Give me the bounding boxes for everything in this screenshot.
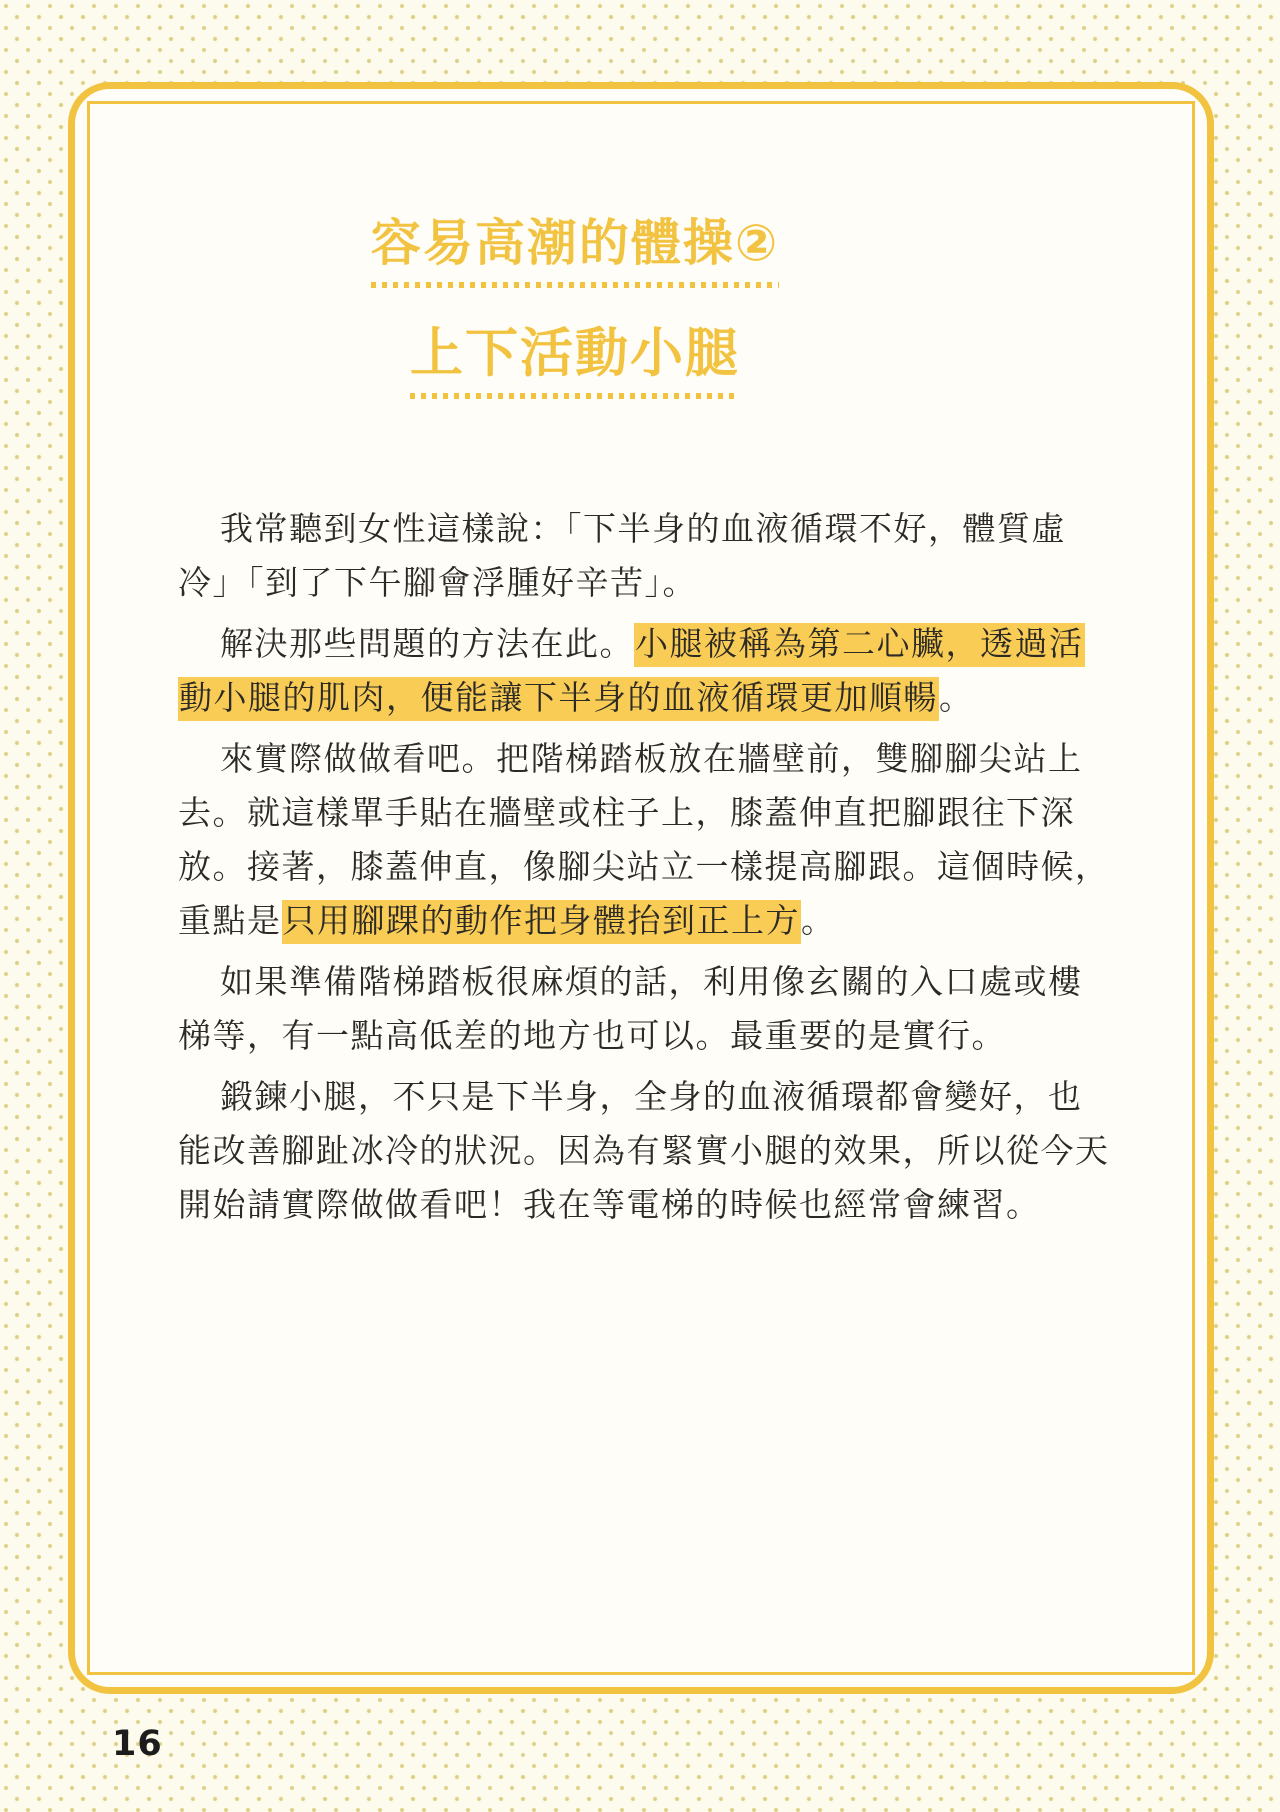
body-text: [178, 503, 1110, 1233]
text-segment: 梯等，有一點高低差的地方也可以。最重要的是實行。: [178, 1019, 1006, 1056]
body-line: [178, 895, 1058, 949]
page-content: [75, 89, 1207, 1687]
body-line: [178, 787, 1075, 841]
body-line: [178, 672, 1058, 726]
body-line: [178, 841, 1110, 895]
text-segment: 放。接著，膝蓋伸直，像腳尖站立一樣提高腳跟。這個時候，: [178, 850, 1110, 887]
text-segment: 來實際做做看吧。把階梯踏板放在牆壁前，雙腳腳尖站上: [220, 742, 1083, 779]
body-line: [178, 1179, 1058, 1233]
paragraph: [178, 503, 1066, 611]
text-segment: 能改善腳趾冰冷的狀況。因為有緊實小腿的效果，所以從今天: [178, 1134, 1110, 1171]
title-gap: [115, 288, 1035, 324]
highlighted-text: 只用腳踝的動作把身體抬到正上方: [282, 900, 802, 944]
text-segment: 開始請實際做做看吧！我在等電梯的時候也經常會練習。: [178, 1188, 1041, 1225]
text-segment: 冷」「到了下午腳會浮腫好辛苦」。: [178, 566, 697, 603]
section-title-box: [371, 215, 779, 288]
text-segment: 。: [801, 904, 836, 941]
decorative-frame: [68, 82, 1214, 1694]
paragraph: [178, 733, 1110, 949]
body-line: [178, 557, 1058, 611]
title-dotted-underline: [371, 282, 779, 288]
paragraph: [178, 956, 1083, 1064]
subtitle-dotted-underline: [410, 393, 740, 399]
text-segment: 重點是: [178, 904, 282, 941]
page-number: 16: [112, 1724, 163, 1764]
body-line: [178, 503, 1066, 557]
highlighted-text: 小腿被稱為第二心臟，透過活: [634, 623, 1085, 667]
text-segment: 解決那些問題的方法在此。: [220, 627, 634, 664]
title-block: [115, 215, 1035, 399]
body-line: [178, 956, 1083, 1010]
text-segment: 去。就這樣單手貼在牆壁或柱子上，膝蓋伸直把腳跟往下深: [178, 796, 1075, 833]
paragraph: [178, 1071, 1110, 1233]
section-subtitle-box: [410, 324, 740, 400]
text-segment: 鍛鍊小腿，不只是下半身，全身的血液循環都會變好，也: [220, 1080, 1083, 1117]
text-segment: 。: [939, 681, 974, 718]
body-line: [178, 618, 1084, 672]
text-segment: 如果準備階梯踏板很麻煩的話，利用像玄關的入口處或樓: [220, 965, 1083, 1002]
body-line: [178, 1071, 1083, 1125]
highlighted-text: 動小腿的肌肉，便能讓下半身的血液循環更加順暢: [178, 677, 939, 721]
section-subtitle: 上下活動小腿: [410, 322, 740, 384]
body-line: [178, 1125, 1110, 1179]
section-title: 容易高潮的體操②: [370, 214, 780, 272]
text-segment: 我常聽到女性這樣說：「下半身的血液循環不好，體質虛: [220, 512, 1066, 549]
body-line: [178, 1010, 1058, 1064]
paragraph: [178, 618, 1084, 726]
body-line: [178, 733, 1083, 787]
